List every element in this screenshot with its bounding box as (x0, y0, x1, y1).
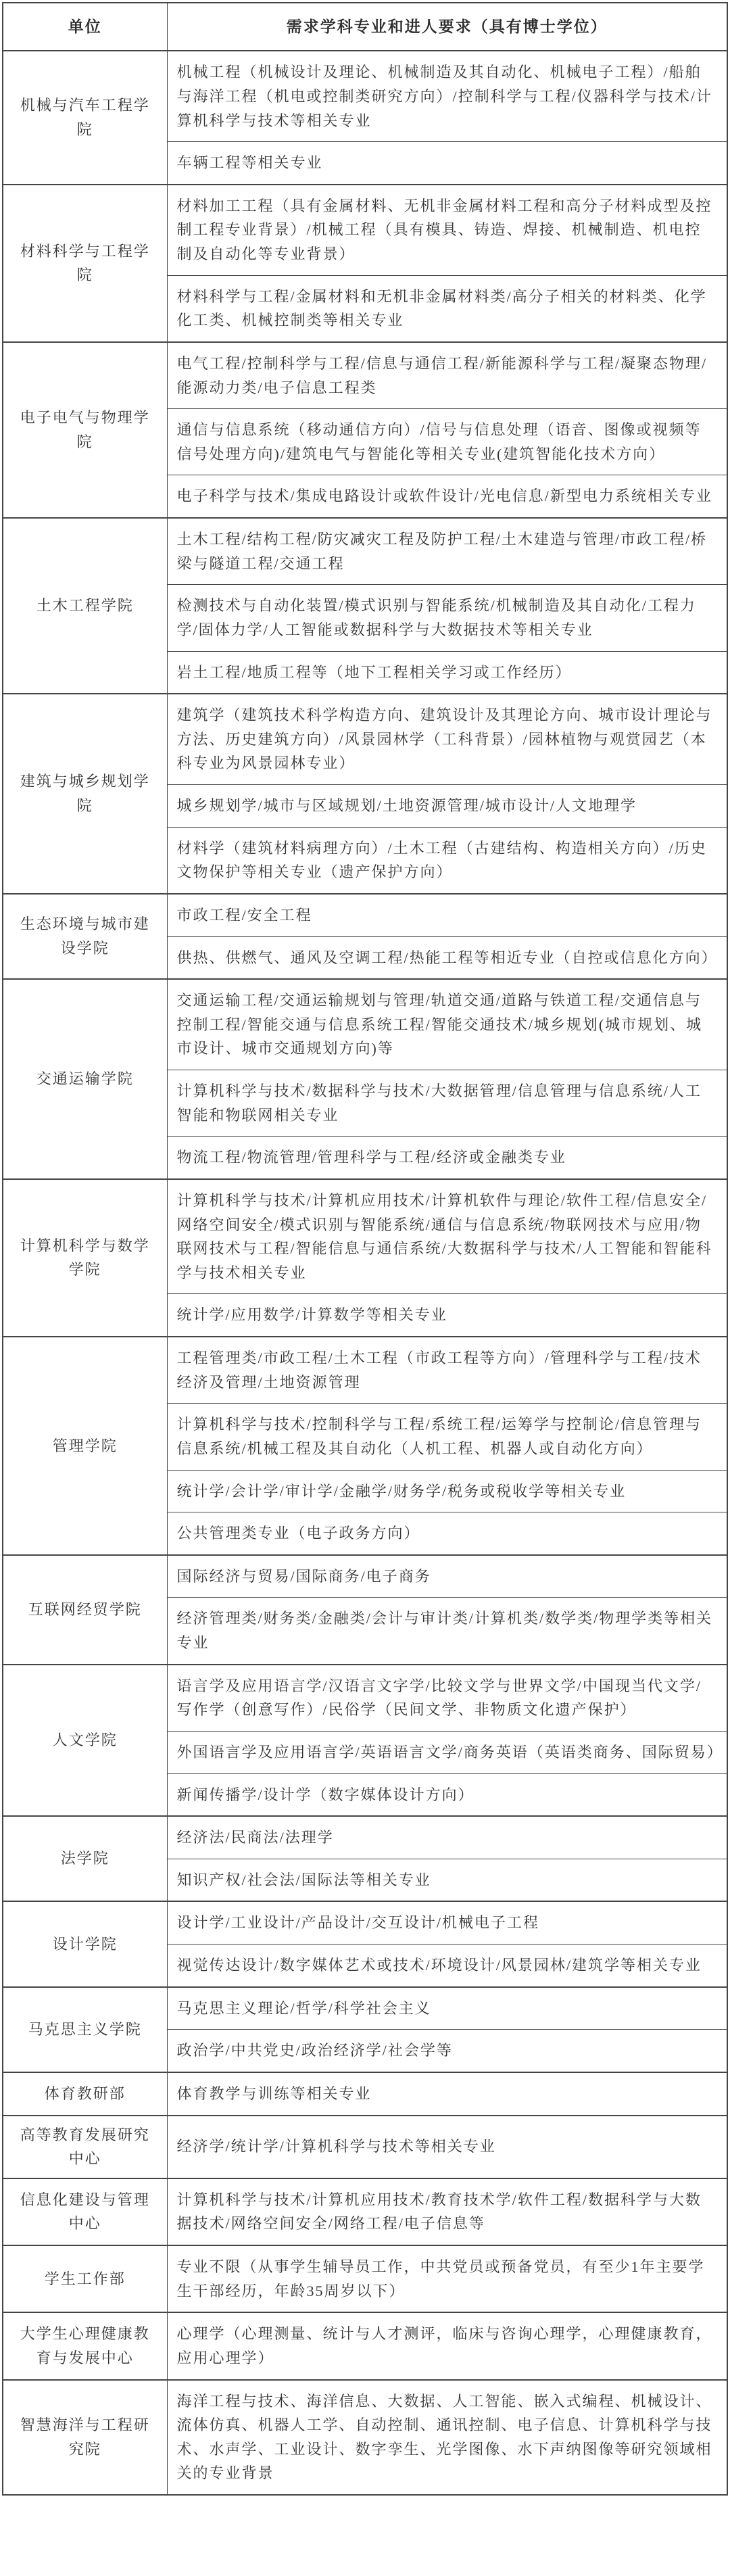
unit-cell: 设计学院 (3, 1901, 167, 1986)
table-header-row (3, 3, 727, 51)
unit-cell: 学生工作部 (3, 2245, 167, 2312)
unit-cell: 马克思主义学院 (3, 1987, 167, 2072)
unit-cell: 材料科学与工程学院 (3, 185, 167, 342)
requirement-cell: 外国语言学及应用语言学/英语语言文学/商务英语（英语类商务、国际贸易） (167, 1731, 727, 1773)
requirement-cell: 海洋工程与技术、海洋信息、大数据、人工智能、嵌入式编程、机械设计、流体仿真、机器人工学、自动控制、通讯控制、电子信息、计算机科学与技术、水声学、工业设计、数字孪生、光学图像、水下声纳图像等研究领域相关的专业背景 (167, 2380, 727, 2496)
unit-cell: 智慧海洋与工程研究院 (3, 2380, 167, 2496)
table-row (3, 1987, 727, 2030)
table-row (3, 51, 727, 141)
requirement-cell: 经济法/民商法/法理学 (167, 1816, 727, 1859)
table-row (3, 1816, 727, 1859)
table-row (3, 2312, 727, 2379)
table-row (3, 2178, 727, 2245)
requirement-cell: 城乡规划学/城市与区域规划/土地资源管理/城市设计/人文地理学 (167, 785, 727, 828)
unit-cell: 电子电气与物理学院 (3, 342, 167, 518)
requirement-cell: 电气工程/控制科学与工程/信息与通信工程/新能源科学与工程/凝聚态物理/能源动力类/电子信息工程类 (167, 342, 727, 409)
unit-cell: 交通运输学院 (3, 979, 167, 1179)
requirement-cell: 国际经济与贸易/国际商务/电子商务 (167, 1555, 727, 1598)
unit-cell: 大学生心理健康教育与发展中心 (3, 2312, 167, 2379)
requirement-cell: 材料加工工程（具有金属材料、无机非金属材料工程和高分子材料成型及控制工程专业背景）/机械工程（具有模具、铸造、焊接、机械制造、机电控制及自动化等专业背景） (167, 185, 727, 275)
requirement-cell: 心理学（心理测量、统计与人才测评，临床与咨询心理学，心理健康教育，应用心理学） (167, 2312, 727, 2379)
requirement-cell: 设计学/工业设计/产品设计/交互设计/机械电子工程 (167, 1901, 727, 1944)
table-row (3, 1179, 727, 1294)
requirement-cell: 经济管理类/财务类/金融类/会计与审计类/计算机类/数学类/物理学类等相关专业 (167, 1598, 727, 1665)
requirement-cell: 建筑学（建筑技术科学构造方向、建筑设计及其理论方向、城市设计理论与方法、历史建筑方向）/风景园林学（工科背景）/园林植物与观赏园艺（本科专业为风景园林专业） (167, 694, 727, 784)
requirement-cell: 机械工程（机械设计及理论、机械制造及其自动化、机械电子工程）/船舶与海洋工程（机电或控制类研究方向）/控制科学与工程/仪器科学与技术/计算机科学与技术等相关专业 (167, 51, 727, 141)
unit-cell: 管理学院 (3, 1337, 167, 1555)
requirement-cell: 马克思主义理论/哲学/科学社会主义 (167, 1987, 727, 2030)
unit-cell: 法学院 (3, 1816, 167, 1901)
table-row (3, 694, 727, 784)
table-row (3, 185, 727, 275)
requirement-cell: 交通运输工程/交通运输规划与管理/轨道交通/道路与铁道工程/交通信息与控制工程/智能交通与信息系统工程/智能交通技术/城乡规划(城市规划、城市设计、城市交通规划方向)等 (167, 979, 727, 1070)
requirement-cell: 视觉传达设计/数字媒体艺术或技术/环境设计/风景园林/建筑学等相关专业 (167, 1945, 727, 1987)
unit-cell: 土木工程学院 (3, 518, 167, 694)
requirement-cell: 计算机科学与技术/控制科学与工程/系统工程/运筹学与控制论/信息管理与信息系统/机械工程及其自动化（人机工程、机器人或自动化方向） (167, 1404, 727, 1470)
requirement-cell: 供热、供燃气、通风及空调工程/热能工程等相近专业（自控或信息化方向） (167, 936, 727, 979)
requirement-cell: 市政工程/安全工程 (167, 894, 727, 936)
header-requirements: 需求学科专业和进人要求（具有博士学位） (167, 3, 727, 51)
requirement-cell: 通信与信息系统（移动通信方向）/信号与信息处理（语音、图像或视频等信号处理方向)/建筑电气与智能化等相关专业(建筑智能化技术方向） (167, 409, 727, 475)
table-row (3, 2116, 727, 2178)
table-row (3, 894, 727, 936)
requirement-cell: 新闻传播学/设计学（数字媒体设计方向） (167, 1773, 727, 1816)
unit-cell: 体育教研部 (3, 2072, 167, 2116)
requirement-cell: 材料学（建筑材料病理方向）/土木工程（古建结构、构造相关方向）/历史文物保护等相关专业（遗产保护方向） (167, 827, 727, 894)
requirement-cell: 车辆工程等相关专业 (167, 142, 727, 185)
requirement-cell: 岩土工程/地质工程等（地下工程相关学习或工作经历） (167, 651, 727, 694)
table-row (3, 1337, 727, 1404)
requirement-cell: 经济学/统计学/计算机科学与技术等相关专业 (167, 2116, 727, 2178)
requirement-cell: 物流工程/物流管理/管理科学与工程/经济或金融类专业 (167, 1137, 727, 1179)
unit-cell: 机械与汽车工程学院 (3, 51, 167, 185)
requirement-cell: 专业不限（从事学生辅导员工作，中共党员或预备党员，有至少1年主要学生干部经历，年龄35周岁以下） (167, 2245, 727, 2312)
requirement-cell: 电子科学与技术/集成电路设计或软件设计/光电信息/新型电力系统相关专业 (167, 475, 727, 518)
requirement-cell: 语言学及应用语言学/汉语言文字学/比较文学与世界文学/中国现当代文学/写作学（创意写作）/民俗学（民间文学、非物质文化遗产保护） (167, 1665, 727, 1732)
requirement-cell: 检测技术与自动化装置/模式识别与智能系统/机械制造及其自动化/工程力学/固体力学/人工智能或数据科学与大数据技术等相关专业 (167, 585, 727, 651)
table-row (3, 1555, 727, 1598)
table-row (3, 2245, 727, 2312)
unit-cell: 建筑与城乡规划学院 (3, 694, 167, 894)
unit-cell: 信息化建设与管理中心 (3, 2178, 167, 2245)
header-unit: 单位 (3, 3, 167, 51)
table-row (3, 2072, 727, 2116)
table-row (3, 1665, 727, 1732)
unit-cell: 互联网经贸学院 (3, 1555, 167, 1665)
requirement-cell: 工程管理类/市政工程/土木工程（市政工程等方向）/管理科学与工程/技术经济及管理/土地资源管理 (167, 1337, 727, 1404)
table-row (3, 342, 727, 409)
recruitment-requirements-table (2, 2, 728, 2496)
requirement-cell: 计算机科学与技术/计算机应用技术/教育技术学/软件工程/数据科学与大数据技术/网络空间安全/网络工程/电子信息等 (167, 2178, 727, 2245)
requirement-cell: 计算机科学与技术/计算机应用技术/计算机软件与理论/软件工程/信息安全/网络空间安全/模式识别与智能系统/通信与信息系统/物联网技术与应用/物联网技术与工程/智能信息与通信系统/大数据科学与技术/人工智能和智能科学与技术相关专业 (167, 1179, 727, 1294)
requirement-cell: 统计学/应用数学/计算数学等相关专业 (167, 1294, 727, 1337)
requirement-cell: 土木工程/结构工程/防灾减灾工程及防护工程/土木建造与管理/市政工程/桥梁与隧道工程/交通工程 (167, 518, 727, 585)
requirement-cell: 统计学/会计学/审计学/金融学/财务学/税务或税收学等相关专业 (167, 1470, 727, 1512)
unit-cell: 高等教育发展研究中心 (3, 2116, 167, 2178)
table-row (3, 1901, 727, 1944)
unit-cell: 人文学院 (3, 1665, 167, 1817)
requirement-cell: 体育教学与训练等相关专业 (167, 2072, 727, 2116)
table-body (3, 51, 727, 2495)
table-row (3, 2380, 727, 2496)
unit-cell: 计算机科学与数学学院 (3, 1179, 167, 1337)
unit-cell: 生态环境与城市建设学院 (3, 894, 167, 979)
table-row (3, 518, 727, 585)
requirement-cell: 计算机科学与技术/数据科学与技术/大数据管理/信息管理与信息系统/人工智能和物联网相关专业 (167, 1070, 727, 1137)
table-row (3, 979, 727, 1070)
requirement-cell: 公共管理类专业（电子政务方向） (167, 1512, 727, 1555)
requirement-cell: 知识产权/社会法/国际法等相关专业 (167, 1859, 727, 1901)
requirement-cell: 政治学/中共党史/政治经济学/社会学等 (167, 2030, 727, 2072)
requirement-cell: 材料科学与工程/金属材料和无机非金属材料类/高分子相关的材料类、化学化工类、机械控制类等相关专业 (167, 275, 727, 342)
